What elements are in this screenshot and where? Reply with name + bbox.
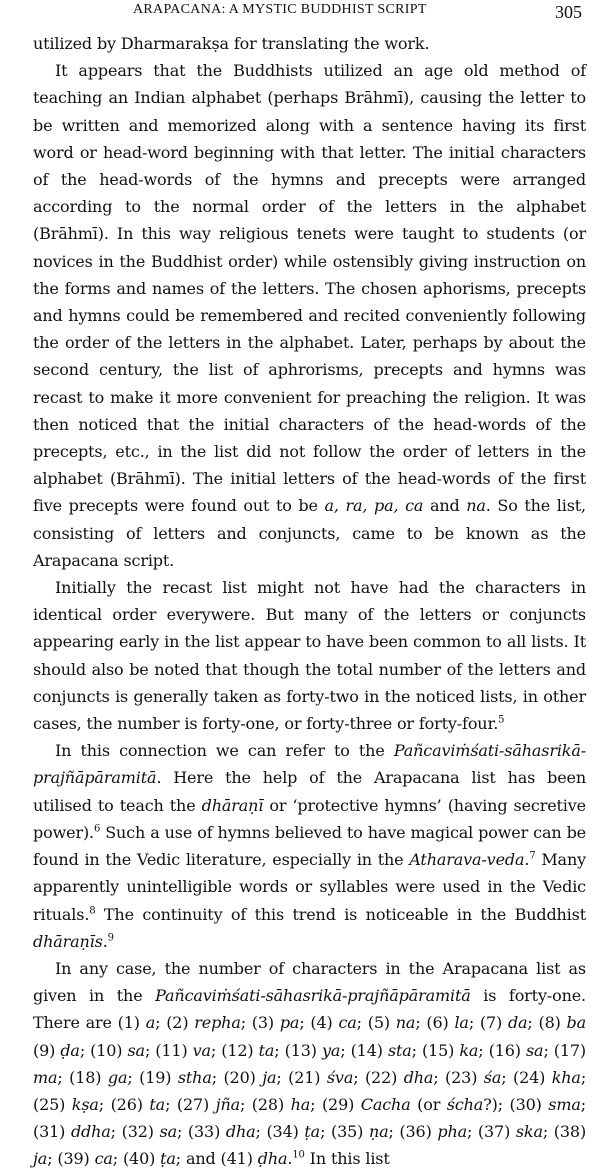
paragraph: In this connection we can refer to the Pañcaviṁśati-sāhasrikā-prajñāpāramitā. Here the help of the Arapacana list has been utilised to teach the dhāraṇī or ‘protective hymns’ (having secretive power).$^6$ Such a use of hymns believed to have magical power can be found in the Vedic literature, especially in the Atharava-veda.$^7$ Many apparently unintelligible words or syllables were used in the Vedic rituals.$^8$ The continuity of this trend is noticeable in the Buddhist dhāraṇīs.$^9$ (33, 741, 586, 951)
paragraph: Initially the recast list might not have had the characters in identical order everywere. But many of the letters or conjuncts appearing early in the list appear to have been common to all lists. It should also be noted that though the total number of the letters and conjuncts is generally taken as forty-two in the noticed lists, in other cases, the number is forty-one, or forty-three or forty-four.$^5$ (33, 578, 586, 734)
page-number: 305 (555, 2, 582, 22)
running-head-title: ARAPACANA: A MYSTIC BUDDHIST SCRIPT (133, 2, 427, 17)
paragraph: utilized by Dharmarakṣa for translating the work. (33, 34, 430, 53)
paragraph: In any case, the number of characters in the Arapacana list as given in the Pañcaviṁśati-sāhasrikā-prajñāpāramitā is forty-one. There are (1) a; (2) repha; (3) pa; (4) ca; (5) na; (6) la; (7) da; (8) ba (9) ḍa; (10) sa; (11) va; (12) ta; (13) ya; (14) sta; (15) ka; (16) sa; (17) ma; (18) ga; (19) stha; (20) ja; (21) śva; (22) dha; (23) śa; (24) kha; (25) kṣa; (26) ta; (27) jña; (28) ha; (29) Cacha (or ścha?); (30) sma; (31) ddha; (32) sa; (33) dha; (34) ṭa; (35) ṇa; (36) pha; (37) ska; (38) ja; (39) ca; (40) ṭa; and (41) ḍha.$^{10}$ In this list (33, 958, 587, 1169)
paragraph: It appears that the Buddhists utilized an age old method of teaching an Indian alphabet (perhaps Brāhmī), causing the letter to be written and memorized along with a sentence having its first word or head-word beginning with that letter. The initial characters of the head-words of the hymns and precepts were arranged according to the normal order of the letters in the alphabet (Brāhmī). In this way religious tenets were taught to students (or novices in the Buddhist order) while ostensibly giving instruction on the forms and names of the letters. The chosen aphorisms, precepts and hymns could be remembered and recited conveniently following the order of the letters in the alphabet. Later, perhaps by about the second century, the list of aphrorisms, precepts and hymns was recast to make it more convenient for preaching the religion. It was then noticed that the initial characters of the head-words of the precepts, etc., in the list did not follow the order of letters in the alphabet (Brāhmī). The initial letters of the head-words of the first five precepts were found out to be a, ra, pa, ca and na. So the list, consisting of letters and conjuncts, came to be known as the Arapacana script. (33, 61, 586, 570)
running-head (33, 0, 586, 30)
body-text (33, 30, 586, 1173)
